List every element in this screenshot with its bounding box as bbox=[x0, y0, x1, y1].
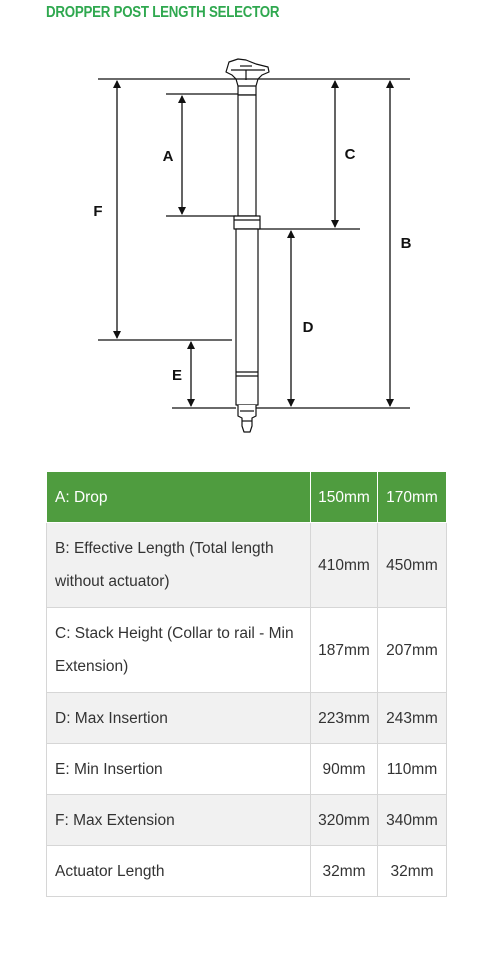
seat-clamp-head bbox=[226, 59, 269, 86]
row-value: 340mm bbox=[378, 795, 447, 846]
row-label: F: Max Extension bbox=[47, 795, 311, 846]
dimension-b-label: B bbox=[400, 235, 412, 252]
specs-table bbox=[46, 472, 447, 897]
dimension-c-label: C bbox=[344, 146, 356, 163]
row-label: E: Min Insertion bbox=[47, 744, 311, 795]
page-title: DROPPER POST LENGTH SELECTOR bbox=[46, 4, 280, 21]
row-value: 207mm bbox=[378, 608, 447, 693]
dimension-f-label: F bbox=[93, 203, 103, 220]
row-value: 110mm bbox=[378, 744, 447, 795]
row-value: 243mm bbox=[378, 693, 447, 744]
dropper-post-diagram bbox=[0, 0, 496, 450]
table-header-row bbox=[47, 472, 447, 523]
row-label: D: Max Insertion bbox=[47, 693, 311, 744]
dimension-e-label: E bbox=[171, 367, 183, 384]
row-value: 450mm bbox=[378, 523, 447, 608]
row-label: Actuator Length bbox=[47, 846, 311, 897]
row-value: 223mm bbox=[311, 693, 378, 744]
row-value: 90mm bbox=[311, 744, 378, 795]
row-label: C: Stack Height (Collar to rail - Min Extension) bbox=[47, 608, 311, 693]
lower-tube bbox=[236, 229, 258, 405]
row-value: 410mm bbox=[311, 523, 378, 608]
upper-stanchion bbox=[238, 95, 256, 216]
post-collar bbox=[234, 216, 260, 229]
row-value: 187mm bbox=[311, 608, 378, 693]
table-row bbox=[47, 744, 447, 795]
table-row bbox=[47, 523, 447, 608]
header-value-170: 170mm bbox=[378, 472, 447, 523]
row-value: 32mm bbox=[378, 846, 447, 897]
row-value: 320mm bbox=[311, 795, 378, 846]
table-row bbox=[47, 846, 447, 897]
dimension-d-label: D bbox=[302, 319, 314, 336]
dimension-a-label: A bbox=[162, 148, 174, 165]
header-value-150: 150mm bbox=[311, 472, 378, 523]
header-label: A: Drop bbox=[47, 472, 311, 523]
table-row bbox=[47, 795, 447, 846]
dropper-post-illustration bbox=[226, 59, 269, 432]
row-label: B: Effective Length (Total length without actuator) bbox=[47, 523, 311, 608]
row-value: 32mm bbox=[311, 846, 378, 897]
table-row bbox=[47, 608, 447, 693]
actuator-fitting bbox=[238, 405, 256, 432]
table-row bbox=[47, 693, 447, 744]
